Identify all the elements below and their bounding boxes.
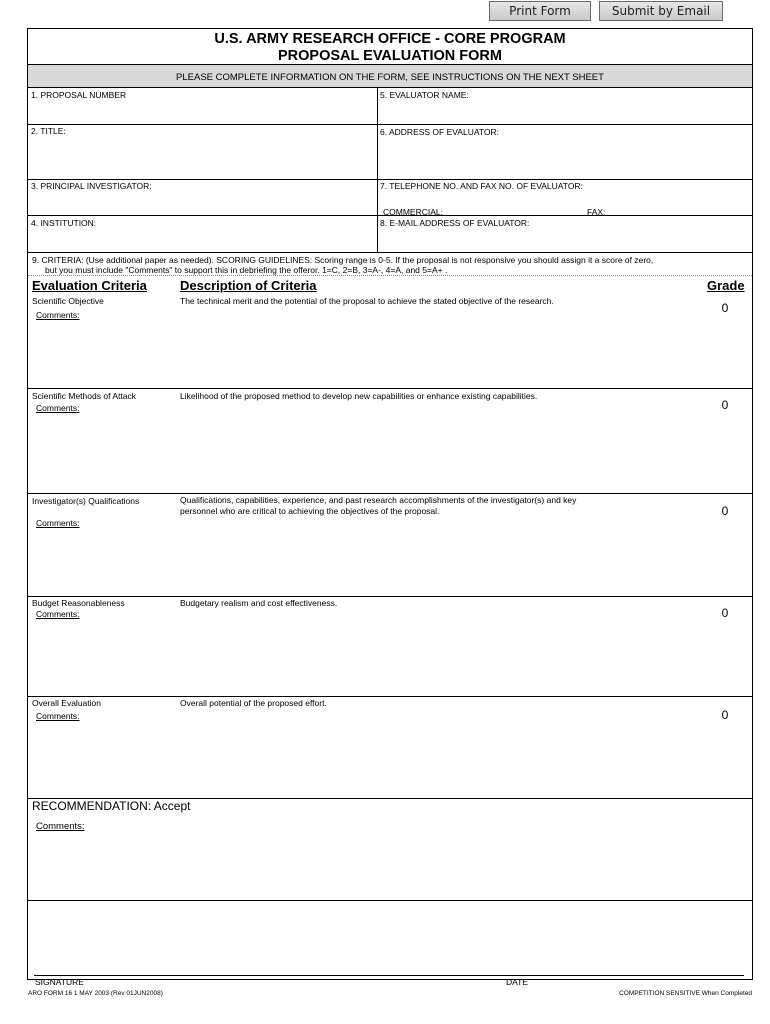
divider [28,900,752,901]
print-form-button[interactable]: Print Form [489,1,591,21]
form-title: U.S. ARMY RESEARCH OFFICE - CORE PROGRAM [214,31,566,47]
comments-field[interactable] [28,322,752,386]
signature-field[interactable] [28,903,752,973]
title-field[interactable] [30,137,374,177]
comments-field[interactable] [28,530,752,594]
recommendation[interactable] [32,799,190,813]
telephone-label: 7. TELEPHONE NO. AND FAX NO. OF EVALUATOR: [380,181,583,191]
criterion-description: Budgetary realism and cost effectiveness. [180,598,338,608]
institution-label: 4. INSTITUTION: [31,218,97,228]
fax-field[interactable] [610,193,750,213]
comments-field[interactable] [28,621,752,694]
proposal-number-label: 1. PROPOSAL NUMBER [31,90,127,100]
principal-investigator-field[interactable] [30,192,374,214]
criterion-name: Budget Reasonableness [32,598,125,608]
proposal-number-field[interactable] [30,100,374,122]
description-heading: Description of Criteria [180,278,317,293]
criterion-name: Scientific Objective [32,296,104,306]
signature-label: SIGNATURE [35,977,84,987]
evaluator-name-field[interactable] [380,100,750,122]
email-label: 8. E-MAIL ADDRESS OF EVALUATOR: [380,218,530,228]
grade-field[interactable]: 0 [721,301,729,315]
comments-label: Comments: [36,518,80,528]
divider [28,124,752,125]
grade-field[interactable]: 0 [721,708,729,722]
divider [28,388,752,389]
form-id: ARO FORM 16 1 MAY 2003 (Rev 01JUN2008) [28,990,163,997]
recommendation-select[interactable]: Accept [153,799,191,813]
criterion-description: Qualifications, capabilities, experience, and past research accomplishments of the investigator(s) and key personnel who are critical to achieving the objectives of the proposal. [180,495,577,516]
column-divider [377,88,378,252]
evaluator-address-field[interactable] [380,138,750,177]
comments-label: Comments: [36,310,80,320]
comments-field[interactable] [28,723,752,796]
criterion-description: Overall potential of the proposed effort. [180,698,327,708]
competition-notice: COMPETITION SENSITIVE When Completed [619,990,752,997]
divider [28,179,752,180]
divider [28,275,752,276]
fax-label: FAX: [587,207,606,217]
recommendation-label: RECOMMENDATION: [32,799,152,813]
recommendation-comments-label: Comments: [36,821,85,832]
divider [28,493,752,494]
submit-by-email-button[interactable]: Submit by Email [599,1,723,21]
divider [28,252,752,253]
criteria-note-line1: 9. CRITERIA: (Use additional paper as needed). SCORING GUIDELINES: Scoring range is 0-5. If the proposal is not responsive you should assign it a score of zero, [32,255,654,265]
date-label: DATE [506,977,529,987]
commercial-phone-field[interactable] [440,193,580,213]
recommendation-comments-field[interactable] [28,835,752,897]
grade-field[interactable]: 0 [721,504,729,518]
comments-field[interactable] [28,415,752,491]
form-subtitle: PROPOSAL EVALUATION FORM [278,48,502,64]
instructions-text: PLEASE COMPLETE INFORMATION ON THE FORM, SEE INSTRUCTIONS ON THE NEXT SHEET [176,72,604,83]
grade-field[interactable]: 0 [721,398,729,412]
commercial-label: COMMERCIAL: [383,207,443,217]
grade-heading: Grade [707,278,745,293]
criterion-name: Overall Evaluation [32,698,101,708]
principal-investigator-label: 3. PRINCIPAL INVESTIGATOR: [31,181,152,191]
evaluator-name-label: 5. EVALUATOR NAME: [380,90,469,100]
signature-line [34,975,744,976]
criterion-name: Scientific Methods of Attack [32,391,136,401]
comments-label: Comments: [36,711,80,721]
comments-label: Comments: [36,609,80,619]
comments-label: Comments: [36,403,80,413]
evaluator-address-label: 6. ADDRESS OF EVALUATOR: [380,127,500,137]
criterion-description: The technical merit and the potential of the proposal to achieve the stated objective of the research. [180,296,554,306]
criterion-description: Likelihood of the proposed method to develop new capabilities or enhance existing capabilities. [180,391,538,401]
criteria-note-line2: but you must include "Comments" to support this in debriefing the offeror. 1=C, 2=B, 3=A-, 4=A, and 5=A+ . [45,265,448,275]
divider [28,696,752,697]
evaluation-criteria-heading: Evaluation Criteria [32,278,147,293]
email-field[interactable] [380,229,750,251]
criterion-name: Investigator(s) Qualifications [32,496,140,506]
title-label: 2. TITLE: [31,126,66,136]
grade-field[interactable]: 0 [721,606,729,620]
divider [28,596,752,597]
institution-field[interactable] [30,229,374,251]
